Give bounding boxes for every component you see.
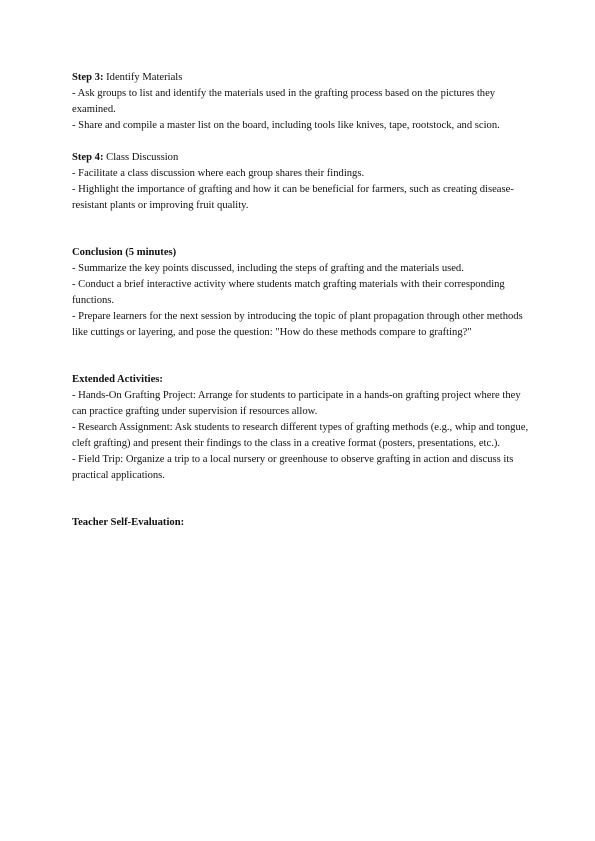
step-3-line: - Ask groups to list and identify the materials used in the grafting process based on the pictures they examined. (72, 88, 496, 115)
step-4-section (72, 150, 532, 214)
teacher-self-evaluation-section (72, 515, 532, 531)
conclusion-section (72, 245, 532, 341)
step-3-title: Identify Materials (103, 72, 183, 83)
step-4-heading (72, 150, 532, 166)
conclusion-line: - Conduct a brief interactive activity where students match grafting materials with their corresponding functions. (72, 279, 505, 306)
step-4-line: - Highlight the importance of grafting and how it can be beneficial for farmers, such as creating disease-resistant plants or improving fruit quality. (72, 184, 514, 211)
step-3-heading (72, 70, 532, 86)
step-3-label: Step 3: (72, 72, 104, 83)
step-4-title: Class Discussion (103, 152, 179, 163)
extended-activity-line: - Hands-On Grafting Project: Arrange for students to participate in a hands-on grafting project where they can practice grafting under supervision if resources allow. (72, 390, 521, 417)
teacher-self-evaluation-heading: Teacher Self-Evaluation: (72, 517, 185, 528)
conclusion-line: - Prepare learners for the next session by introducing the topic of plant propagation through other methods like cuttings or layering, and pose the question: "How do these methods compare to grafting?" (72, 311, 523, 338)
conclusion-line: - Summarize the key points discussed, including the steps of grafting and the materials used. (72, 263, 464, 274)
extended-activity-line: - Field Trip: Organize a trip to a local nursery or greenhouse to observe grafting in action and discuss its practical applications. (72, 454, 514, 481)
extended-activities-heading: Extended Activities: (72, 374, 163, 385)
step-3-line: - Share and compile a master list on the board, including tools like knives, tape, rootstock, and scion. (72, 120, 500, 131)
document-content (72, 70, 532, 531)
step-4-label: Step 4: (72, 152, 104, 163)
step-4-line: - Facilitate a class discussion where each group shares their findings. (72, 168, 365, 179)
extended-activity-line: - Research Assignment: Ask students to research different types of grafting methods (e.g., whip and tongue, cleft grafting) and present their findings to the class in a creative format (posters, presentations, etc.). (72, 422, 529, 449)
conclusion-heading: Conclusion (5 minutes) (72, 247, 177, 258)
step-3-section (72, 70, 532, 134)
extended-activities-section (72, 372, 532, 484)
